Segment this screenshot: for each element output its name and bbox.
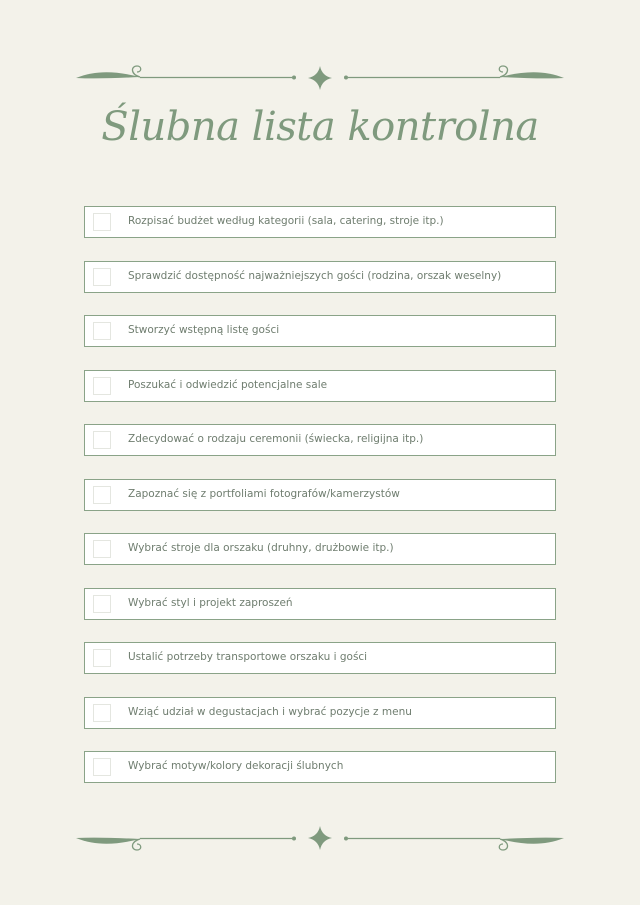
checkbox[interactable]: [93, 595, 111, 613]
page-title: Ślubna lista kontrolna: [101, 104, 539, 150]
bottom-ornament: [0, 818, 640, 858]
checklist-item-label: Zdecydować o rodzaju ceremonii (świecka, religijna itp.): [128, 433, 424, 445]
checklist-item: [84, 642, 556, 674]
checkbox[interactable]: [93, 377, 111, 395]
checklist-item-label: Zapoznać się z portfoliami fotografów/kamerzystów: [128, 487, 400, 500]
checklist-item: [84, 206, 556, 238]
checkbox[interactable]: [93, 486, 111, 504]
checkbox[interactable]: [93, 268, 111, 286]
checkbox[interactable]: [93, 322, 111, 340]
checklist-item-label: Wybrać stroje dla orszaku (druhny, drużbowie itp.): [128, 542, 394, 554]
checklist-item: [84, 697, 556, 729]
checklist-item: [84, 261, 556, 293]
checklist-item-label: Poszukać i odwiedzić potencjalne sale: [128, 378, 328, 391]
checklist-item-label: Rozpisać budżet według kategorii (sala, catering, stroje itp.): [128, 215, 444, 227]
checklist-item: [84, 424, 556, 456]
checklist-item: [84, 370, 556, 402]
checklist-item: [84, 533, 556, 565]
checklist-item: [84, 588, 556, 620]
checkbox[interactable]: [93, 431, 111, 449]
checklist-item: [84, 751, 556, 783]
checkbox[interactable]: [93, 704, 111, 722]
checklist-item-label: Sprawdzić dostępność najważniejszych gości (rodzina, orszak weselny): [128, 269, 502, 282]
checklist-item-label: Wybrać styl i projekt zaproszeń: [128, 596, 293, 609]
checklist-item-label: Stworzyć wstępną listę gości: [128, 324, 280, 336]
checklist: [84, 206, 556, 806]
checklist-item-label: Wziąć udział w degustacjach i wybrać pozycje z menu: [128, 705, 412, 718]
checkbox[interactable]: [93, 540, 111, 558]
checklist-item: [84, 479, 556, 511]
checklist-item-label: Ustalić potrzeby transportowe orszaku i gości: [128, 651, 368, 663]
checkbox[interactable]: [93, 649, 111, 667]
checklist-item: [84, 315, 556, 347]
checkbox[interactable]: [93, 213, 111, 231]
checkbox[interactable]: [93, 758, 111, 776]
top-ornament: [0, 58, 640, 98]
checklist-item-label: Wybrać motyw/kolory dekoracji ślubnych: [128, 760, 344, 772]
